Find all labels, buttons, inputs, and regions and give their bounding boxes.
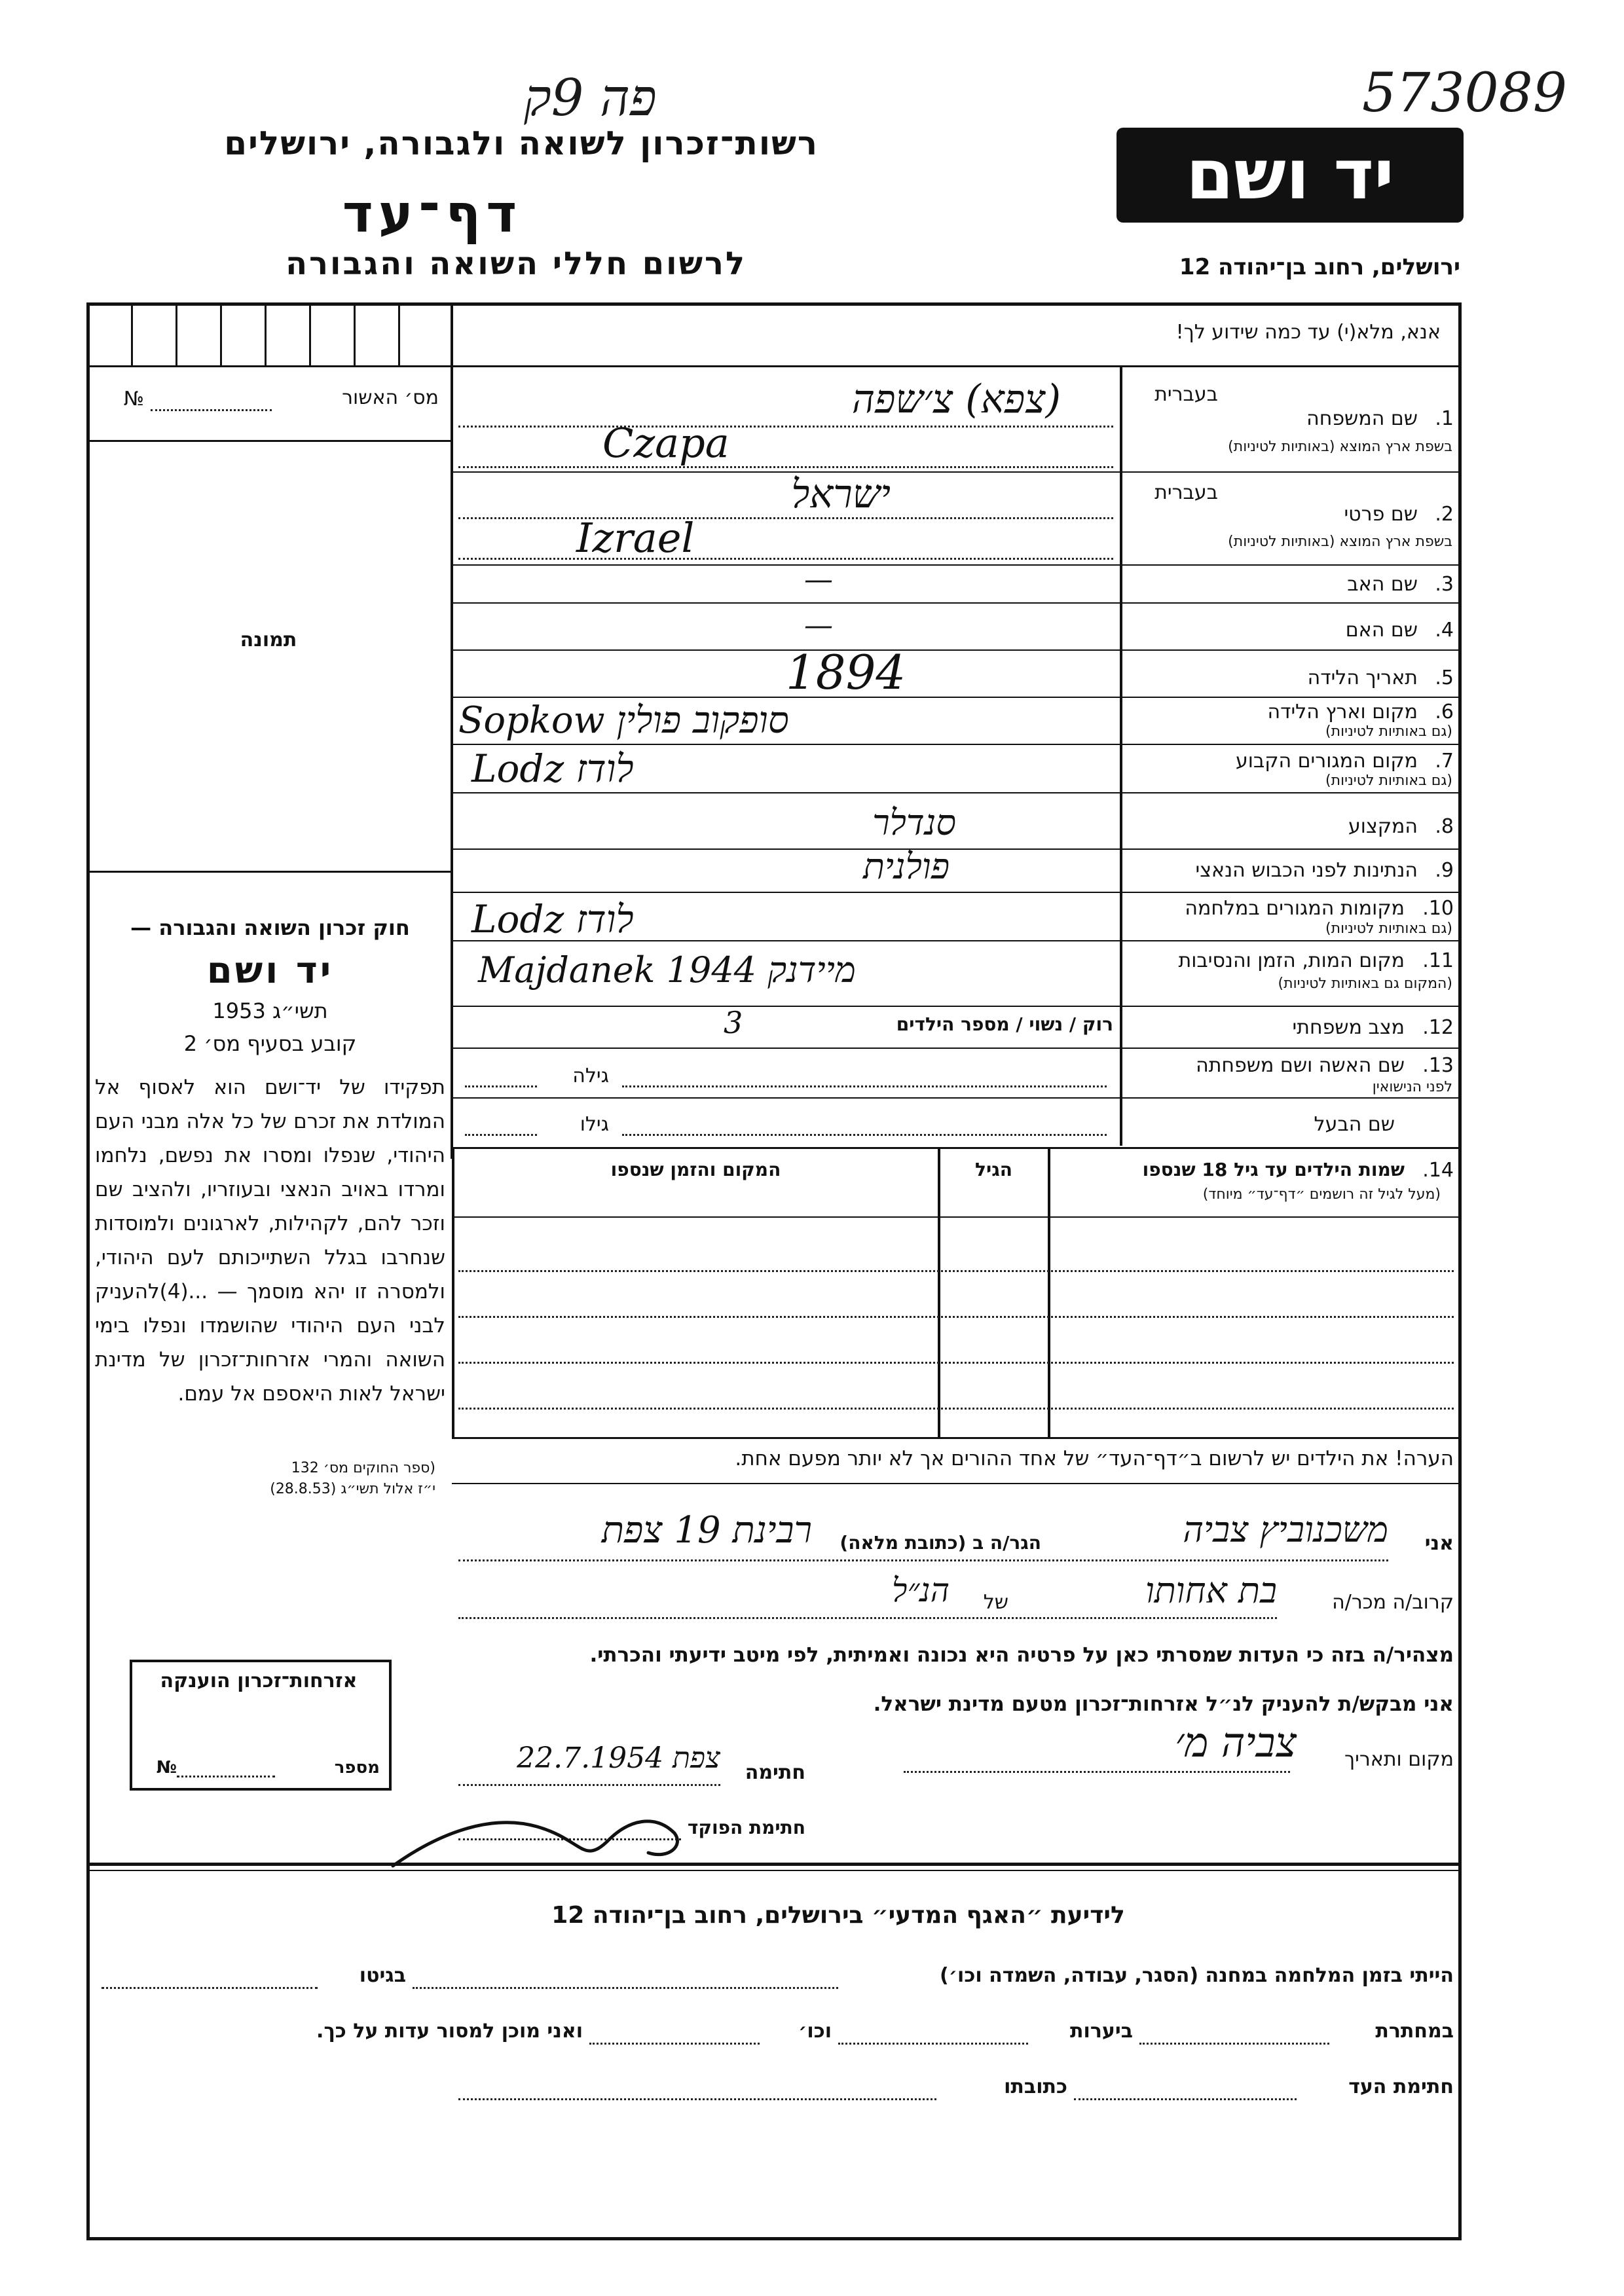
declaration-text: מצהיר/ה בזה כי העדות שמסרתי כאן על פרטיה היא נכונה ואמיתית, לפי מיטב ידיעתי והכרתי. (589, 1643, 1454, 1667)
wife-age-label: גילה (572, 1065, 609, 1087)
f14-sublabel: (מעל לגיל זה רושמים ״דף־עד״ מיוחד) (1202, 1186, 1441, 1203)
law-title: חוק זכרון השואה והגבורה — (130, 915, 410, 940)
f3-num: 3. (1435, 573, 1454, 596)
f11-label: מקום המות, הזמן והנסיבות (1178, 949, 1405, 972)
f2-hebrew-tag: בעברית (1154, 481, 1218, 504)
f5-num: 5. (1435, 666, 1454, 689)
relation-label: קרוב/ה מכר/ה (1332, 1591, 1454, 1614)
f10-num: 10. (1422, 897, 1454, 920)
footer-heading: לידיעת ״האגף המדעי״ בירושלים, רחוב בן־יהודה 12 (551, 1902, 1125, 1929)
f8-value: סנדלר (872, 802, 956, 843)
f3-value: — (804, 563, 833, 596)
f2-num: 2. (1435, 503, 1454, 526)
page-title: דף־עד (342, 183, 523, 244)
f12-options: רוק / נשוי / מספר הילדים (896, 1013, 1113, 1035)
law-year-line (95, 998, 445, 1023)
f6-label: מקום וארץ הלידה (1267, 701, 1418, 723)
f5-label: תאריך הלידה (1307, 666, 1418, 689)
f4-num: 4. (1435, 619, 1454, 642)
f13-sublabel: לפני הנישואין (1372, 1079, 1452, 1095)
page-subtitle: לרשום חללי השואה והגבורה (286, 246, 747, 282)
f2-latin-value: Izrael (576, 514, 695, 562)
f7-label: מקום המגורים הקבוע (1235, 750, 1418, 773)
declarant-name: משכנוביץ צביה (1183, 1509, 1388, 1550)
law-body: תפקידו של יד־ושם הוא לאסוף אל המולדת את זכרם של כל אלה מבני העם היהודי, שנפלו ומסרו את נפשם, נלחמו ומרדו באויב הנאצי ובעוזריו, ולהציב שם וזכר להם, לקהילות, לארגונים ולמוסדות שנחרבו בגלל השתייכותם לעם היהודי, ולמסרה זו יהא מוסמך — ...(4)להעניק לבני העם היהודי שהושמדו ונפלו בימי השואה והמרי אזרחות־זכרון של מדינת ישראל לאות היאספם אל עמם. (95, 1076, 445, 1406)
f9-num: 9. (1435, 859, 1454, 882)
shel-label: של (983, 1591, 1008, 1614)
declarant-address: רבינת 19 צפת (601, 1509, 812, 1552)
signature-value: צביה מ׳ (1175, 1719, 1297, 1766)
f8-label: המקצוע (1348, 815, 1418, 838)
f14-num: 14. (1422, 1159, 1454, 1182)
logo-text: יד ושם (1186, 135, 1394, 215)
f4-label: שם האם (1345, 619, 1418, 642)
f12-num: 12. (1422, 1016, 1454, 1039)
f1-latin-value: Czapa (602, 419, 729, 467)
org-line: רשות־זכרון לשואה ולגבורה, ירושלים (224, 124, 819, 162)
f2-sublabel: בשפת ארץ המוצא (באותיות לטיניות) (1228, 534, 1452, 550)
f7-value: Lodz לודז (471, 746, 634, 791)
f11-value: Majdanek 1944 מיידנק (478, 949, 856, 991)
f12-label: מצב משפחתי (1292, 1016, 1405, 1039)
relation-value: בת אחותו (1145, 1570, 1277, 1611)
prompt-line: אנא, מלא(י) עד כמה שידוע לך! (1175, 321, 1441, 344)
f13-num: 13. (1422, 1054, 1454, 1077)
husband-label: שם הבעל (1314, 1113, 1395, 1136)
f2-label: שם פרטי (1344, 503, 1418, 526)
footer-line2-d: ואני מוכן למסור עדות על כך. (316, 2020, 583, 2043)
f8-num: 8. (1435, 815, 1454, 838)
footer-line3-b: כתובתו (1004, 2075, 1067, 2098)
law-year: 1953 (212, 998, 266, 1023)
f10-value: Lodz לודז (471, 897, 634, 941)
signature-label: חתימה (745, 1761, 805, 1784)
footer-line1-b: בגיטו (359, 1964, 406, 1987)
yad-vashem-logo (1116, 128, 1464, 223)
citizenship-number-sign: № (156, 1758, 177, 1777)
top-handwritten-note: פה 9ק (524, 69, 657, 128)
f7-sublabel: (גם באותיות לטיניות) (1325, 773, 1452, 789)
citizenship-number-label: מספר (334, 1758, 380, 1777)
col-place-header: המקום והזמן שנספו (610, 1159, 781, 1180)
f6-num: 6. (1435, 701, 1454, 723)
ani-label: אני (1424, 1532, 1454, 1555)
f1-hebrew-value: (צפא) צ׳שפה (851, 376, 1061, 422)
law-year-heb: תשי״ג (272, 998, 328, 1023)
request-text: אני מבקש/ת להעניק לנ״ל אזרחות־זכרון מטעם מדינת ישראל. (873, 1692, 1454, 1716)
f6-sublabel: (גם באותיות לטיניות) (1325, 723, 1452, 740)
law-ref-1: (ספר החוקים מס׳ 132 (291, 1460, 435, 1476)
permit-label: מס׳ האשור (342, 386, 439, 409)
place-date-label: מקום ותאריך (1344, 1748, 1454, 1771)
f14-label: שמות הילדים עד גיל 18 שנספו (1142, 1159, 1405, 1180)
f4-value: — (804, 609, 833, 642)
relation-of-value: הנ״ל (892, 1571, 950, 1609)
law-name: יד ושם (206, 949, 334, 992)
place-date-value: צפת 22.7.1954 (517, 1741, 720, 1775)
f10-label: מקומות המגורים במלחמה (1185, 897, 1405, 920)
law-ref-2: י״ז אלול תשי״ג (28.8.53) (270, 1481, 435, 1497)
f12-children-count: 3 (724, 1005, 743, 1040)
footer-line1-a: הייתי בזמן המלחמה במחנה (הסגר, עבודה, השמדה וכו׳) (940, 1964, 1454, 1987)
address-label: הגר/ה ב (כתובת מלאה) (840, 1532, 1041, 1554)
f7-num: 7. (1435, 750, 1454, 773)
f9-label: הנתינות לפני הכבוש הנאצי (1195, 859, 1418, 882)
footer-line2-b: ביערות (1070, 2020, 1133, 2043)
archive-number: 573089 (1362, 62, 1568, 124)
husband-age-label: גילו (580, 1113, 609, 1136)
f11-sublabel: (המקום גם באותיות לטיניות) (1278, 975, 1452, 992)
f6-value: Sopkow סופקוב פולין (458, 699, 789, 742)
header-address: ירושלים, רחוב בן־יהודה 12 (1179, 254, 1460, 280)
permit-no-sign: № (123, 388, 144, 410)
f5-value: 1894 (786, 645, 906, 700)
photo-label: תמונה (240, 629, 297, 651)
f9-value: פולנית (862, 846, 950, 887)
footer-line2-c: וכו׳ (798, 2020, 832, 2043)
f2-hebrew-value: ישראל (791, 471, 891, 517)
note-line: הערה! את הילדים יש לרשום ב״דף־העד״ של אחד ההורים אך לא יותר מפעם אחת. (735, 1447, 1454, 1470)
citizenship-title: אזרחות־זכרון הוענקה (160, 1669, 358, 1692)
official-signature-label: חתימת הפוקד (687, 1817, 805, 1838)
f1-label: שם המשפחה (1306, 407, 1418, 430)
f1-hebrew-tag: בעברית (1154, 383, 1218, 406)
law-clause: קובע בסעיף מס׳ 2 (183, 1031, 357, 1056)
f1-sublabel: בשפת ארץ המוצא (באותיות לטיניות) (1228, 439, 1452, 455)
footer-line3-a: חתימת העד (1348, 2075, 1454, 2098)
f11-num: 11. (1422, 949, 1454, 972)
f1-num: 1. (1435, 407, 1454, 430)
col-age-header: הגיל (975, 1159, 1012, 1180)
f3-label: שם האב (1347, 573, 1418, 596)
f13-label: שם האשה ושם משפחתה (1196, 1054, 1405, 1077)
footer-line2-a: במחתרת (1375, 2020, 1454, 2043)
f10-sublabel: (גם באותיות לטיניות) (1325, 920, 1452, 937)
